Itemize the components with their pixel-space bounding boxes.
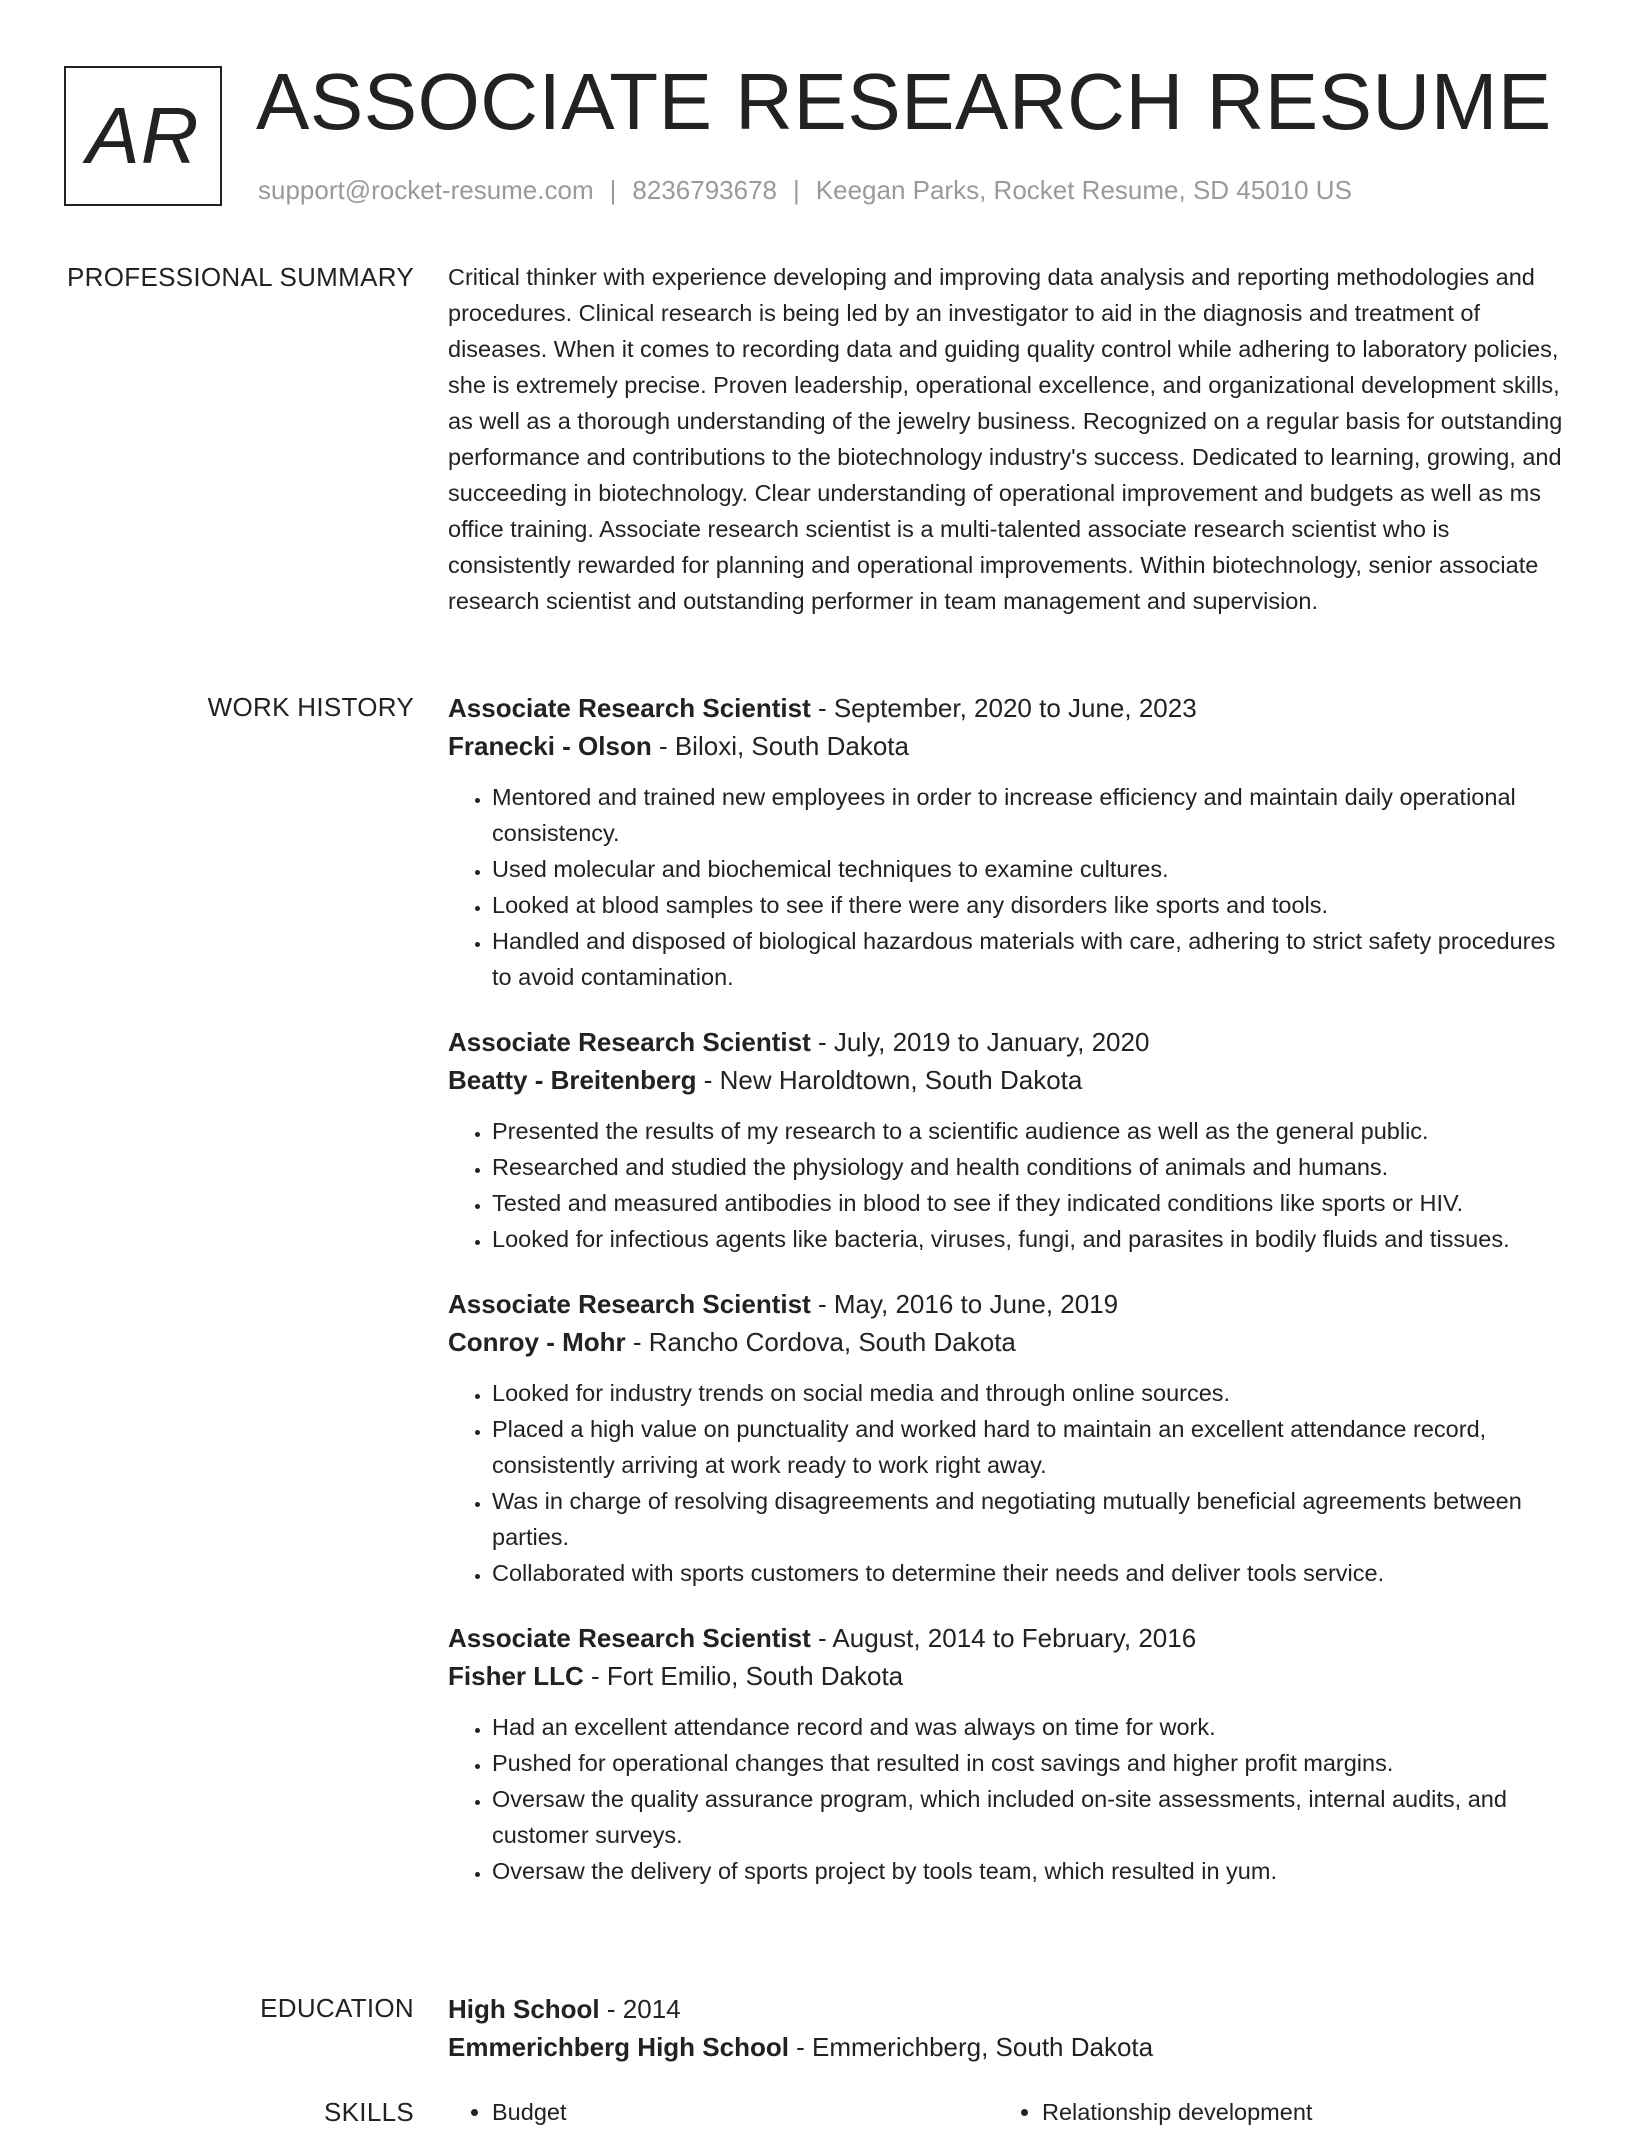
job-title: Associate Research Scientist — [448, 1623, 811, 1653]
job-dates: - September, 2020 to June, 2023 — [810, 693, 1197, 723]
skills-heading: SKILLS — [324, 2097, 414, 2127]
job-bullet: • Oversaw the quality assurance program, which included on-site assessments, internal audits, and customer surveys. — [492, 1781, 1566, 1853]
education-degree-line — [448, 1990, 1566, 2028]
job-company-line — [448, 1323, 1566, 1361]
job-bullets — [448, 1375, 1566, 1591]
contact-line — [258, 172, 1352, 208]
job-entry — [448, 1023, 1566, 1257]
education-year: - 2014 — [599, 1994, 681, 2024]
job-bullet: • Looked for industry trends on social media and through online sources. — [492, 1375, 1566, 1411]
work-history-content — [448, 689, 1566, 1917]
job-entry — [448, 689, 1566, 995]
job-bullet: • Was in charge of resolving disagreements and negotiating mutually beneficial agreements between parties. — [492, 1483, 1566, 1555]
contact-separator: | — [609, 175, 617, 205]
job-company-line — [448, 1657, 1566, 1695]
job-bullet: • Pushed for operational changes that resulted in cost savings and higher profit margins. — [492, 1745, 1566, 1781]
job-dates: - July, 2019 to January, 2020 — [810, 1027, 1150, 1057]
job-company: Fisher LLC — [448, 1661, 584, 1691]
contact-phone: 8236793678 — [632, 175, 777, 205]
skills-content — [448, 2094, 1566, 2130]
education-content — [448, 1990, 1566, 2066]
job-bullet: • Oversaw the delivery of sports project by tools team, which resulted in yum. — [492, 1853, 1566, 1889]
job-title: Associate Research Scientist — [448, 693, 811, 723]
job-title: Associate Research Scientist — [448, 1289, 811, 1319]
job-company: Beatty - Breitenberg — [448, 1065, 697, 1095]
skill-item: • Relationship development — [1042, 2094, 1548, 2130]
education-location: - Emmerichberg, South Dakota — [788, 2032, 1154, 2062]
job-bullet: • Presented the results of my research to a scientific audience as well as the general public. — [492, 1113, 1566, 1149]
contact-separator: | — [793, 175, 800, 205]
job-bullet: • Mentored and trained new employees in order to increase efficiency and maintain daily operational consistency. — [492, 779, 1566, 851]
job-bullet: • Placed a high value on punctuality and worked hard to maintain an excellent attendance record, consistently arriving at work ready to work right away. — [492, 1411, 1566, 1483]
job-title-line — [448, 1619, 1566, 1657]
initials-monogram: AR — [64, 66, 222, 206]
job-bullets — [448, 1113, 1566, 1257]
summary-heading: PROFESSIONAL SUMMARY — [67, 262, 414, 292]
job-title-line — [448, 1285, 1566, 1323]
education-school: Emmerichberg High School — [448, 2032, 789, 2062]
job-title: Associate Research Scientist — [448, 1027, 811, 1057]
job-bullets — [448, 779, 1566, 995]
job-entry — [448, 1285, 1566, 1591]
job-bullet: • Looked for infectious agents like bacteria, viruses, fungi, and parasites in bodily fluids and tissues. — [492, 1221, 1566, 1257]
job-bullet: • Collaborated with sports customers to determine their needs and deliver tools service. — [492, 1555, 1566, 1591]
job-bullet: • Had an excellent attendance record and was always on time for work. — [492, 1709, 1566, 1745]
education-degree: High School — [448, 1994, 600, 2024]
job-bullet: • Looked at blood samples to see if there were any disorders like sports and tools. — [492, 887, 1566, 923]
job-title-line — [448, 689, 1566, 727]
job-bullet: • Used molecular and biochemical techniques to examine cultures. — [492, 851, 1566, 887]
job-bullet: • Tested and measured antibodies in blood to see if they indicated conditions like sports or HIV. — [492, 1185, 1566, 1221]
job-dates: - May, 2016 to June, 2019 — [810, 1289, 1119, 1319]
job-bullet: • Researched and studied the physiology and health conditions of animals and humans. — [492, 1149, 1566, 1185]
job-bullets — [448, 1709, 1566, 1889]
work-history-heading: WORK HISTORY — [207, 692, 414, 722]
job-company: Franecki - Olson — [448, 731, 652, 761]
job-dates: - August, 2014 to February, 2016 — [810, 1623, 1197, 1653]
job-location: - Rancho Cordova, South Dakota — [625, 1327, 1016, 1357]
contact-email: support@rocket-resume.com — [258, 175, 594, 205]
job-company-line — [448, 1061, 1566, 1099]
skill-item: • Budget — [492, 2094, 998, 2130]
job-bullet: • Handled and disposed of biological hazardous materials with care, adhering to strict safety procedures to avoid contamination. — [492, 923, 1566, 995]
job-company: Conroy - Mohr — [448, 1327, 626, 1357]
education-heading: EDUCATION — [260, 1993, 414, 2023]
job-company-line — [448, 727, 1566, 765]
resume-title: ASSOCIATE RESEARCH RESUME — [256, 57, 1552, 146]
job-entry — [448, 1619, 1566, 1889]
contact-address: Keegan Parks, Rocket Resume, SD 45010 US — [815, 175, 1352, 205]
skills-column — [448, 2094, 998, 2130]
job-location: - Fort Emilio, South Dakota — [583, 1661, 904, 1691]
summary-content — [448, 259, 1566, 619]
job-location: - Biloxi, South Dakota — [651, 731, 909, 761]
education-school-line — [448, 2028, 1566, 2066]
skills-column — [998, 2094, 1548, 2130]
summary-text: Critical thinker with experience developing and improving data analysis and reporting methodologies and procedures. Clinical research is being led by an investigator to aid in the diagnosis and treatment of diseases. When it comes to recording data and guiding quality control while adhering to laboratory policies, she is extremely precise. Proven leadership, operational excellence, and organizational development skills, as well as a thorough understanding of the jewelry business. Recognized on a regular basis for outstanding performance and contributions to the biotechnology industry's success. Dedicated to learning, growing, and succeeding in biotechnology. Clear understanding of operational improvement and budgets as well as ms office training. Associate research scientist is a multi-talented associate research scientist who is consistently rewarded for planning and operational improvements. Within biotechnology, senior associate research scientist and outstanding performer in team management and supervision. — [448, 264, 1563, 614]
job-title-line — [448, 1023, 1566, 1061]
job-location: - New Haroldtown, South Dakota — [696, 1065, 1083, 1095]
